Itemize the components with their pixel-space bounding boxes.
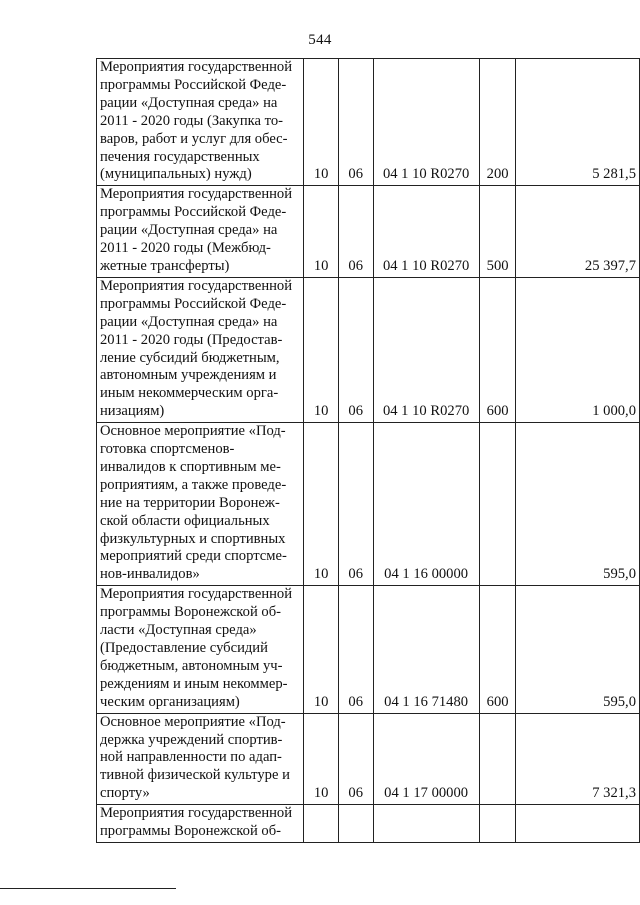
row-subsection-code: 06: [338, 59, 373, 186]
table-row: [97, 423, 640, 586]
table-row: [97, 59, 640, 186]
row-expense-type-code: 200: [479, 59, 516, 186]
row-expense-type-code: 500: [479, 186, 516, 278]
row-name-text: Основное мероприятие «Под- держка учреждений спортив- ной направленности по адап- тивной физической культуре и спорту»: [100, 713, 290, 802]
row-target-article-code: 04 1 16 71480: [373, 586, 479, 713]
table-row: [97, 186, 640, 278]
row-amount: 595,0: [516, 423, 640, 586]
row-section-code: 10: [304, 713, 339, 805]
row-section-code: 10: [304, 59, 339, 186]
table-row: [97, 805, 640, 843]
row-amount: 595,0: [516, 586, 640, 713]
row-subsection-code: 06: [338, 586, 373, 713]
row-section-code: 10: [304, 423, 339, 586]
row-name-text: Основное мероприятие «Под- готовка спортсменов- инвалидов к спортивным ме- роприятиям, а также проведе- ние на территории Воронеж- ской области официальных физкультурных и спортивных мероприятий среди спортсме- нов-инвалидов»: [100, 423, 287, 583]
row-amount: 5 281,5: [516, 59, 640, 186]
row-expense-type-code: 600: [479, 277, 516, 422]
row-amount: 1 000,0: [516, 277, 640, 422]
row-target-article-code: 04 1 10 R0270: [373, 59, 479, 186]
row-section-code: 10: [304, 186, 339, 278]
row-name: [97, 277, 304, 422]
row-name: [97, 586, 304, 713]
row-expense-type-code: [479, 805, 516, 843]
row-name: [97, 186, 304, 278]
row-expense-type-code: [479, 713, 516, 805]
row-name: [97, 59, 304, 186]
table-row: [97, 586, 640, 713]
row-name-text: Мероприятия государственной программы Российской Феде- рации «Доступная среда» на 2011 - 2020 годы (Закупка то- варов, работ и услуг для обес- печения государственных (муниципальных) нужд): [100, 59, 293, 183]
row-name-text: Мероприятия государственной программы Воронежской об- ласти «Доступная среда» (Предоставление субсидий бюджетным, автономным уч- реждениям и иным некоммер- ческим организациям): [100, 586, 293, 710]
row-subsection-code: 06: [338, 186, 373, 278]
footnote-divider: [0, 888, 176, 889]
row-name-text: Мероприятия государственной программы Российской Феде- рации «Доступная среда» на 2011 - 2020 годы (Предостав- ление субсидий бюджетным, автономным учреждениям и иным некоммерческим орга- низациям): [100, 277, 293, 420]
table-row: [97, 713, 640, 805]
row-amount: 25 397,7: [516, 186, 640, 278]
row-target-article-code: 04 1 10 R0270: [373, 277, 479, 422]
row-subsection-code: 06: [338, 713, 373, 805]
row-expense-type-code: 600: [479, 586, 516, 713]
page-number: 544: [308, 32, 332, 48]
row-amount: [516, 805, 640, 843]
row-section-code: 10: [304, 277, 339, 422]
row-subsection-code: [338, 805, 373, 843]
row-target-article-code: 04 1 17 00000: [373, 713, 479, 805]
row-name: [97, 423, 304, 586]
row-subsection-code: 06: [338, 277, 373, 422]
row-target-article-code: 04 1 10 R0270: [373, 186, 479, 278]
row-target-article-code: 04 1 16 00000: [373, 423, 479, 586]
row-amount: 7 321,3: [516, 713, 640, 805]
table-row: [97, 277, 640, 422]
row-name-text: Мероприятия государственной программы Российской Феде- рации «Доступная среда» на 2011 - 2020 годы (Межбюд- жетные трансферты): [100, 186, 293, 274]
row-name-text: Мероприятия государственной программы Воронежской об-: [100, 805, 293, 840]
row-target-article-code: [373, 805, 479, 843]
row-subsection-code: 06: [338, 423, 373, 586]
row-expense-type-code: [479, 423, 516, 586]
row-name: [97, 805, 304, 843]
row-section-code: [304, 805, 339, 843]
budget-table: [96, 58, 640, 843]
row-section-code: 10: [304, 586, 339, 713]
row-name: [97, 713, 304, 805]
